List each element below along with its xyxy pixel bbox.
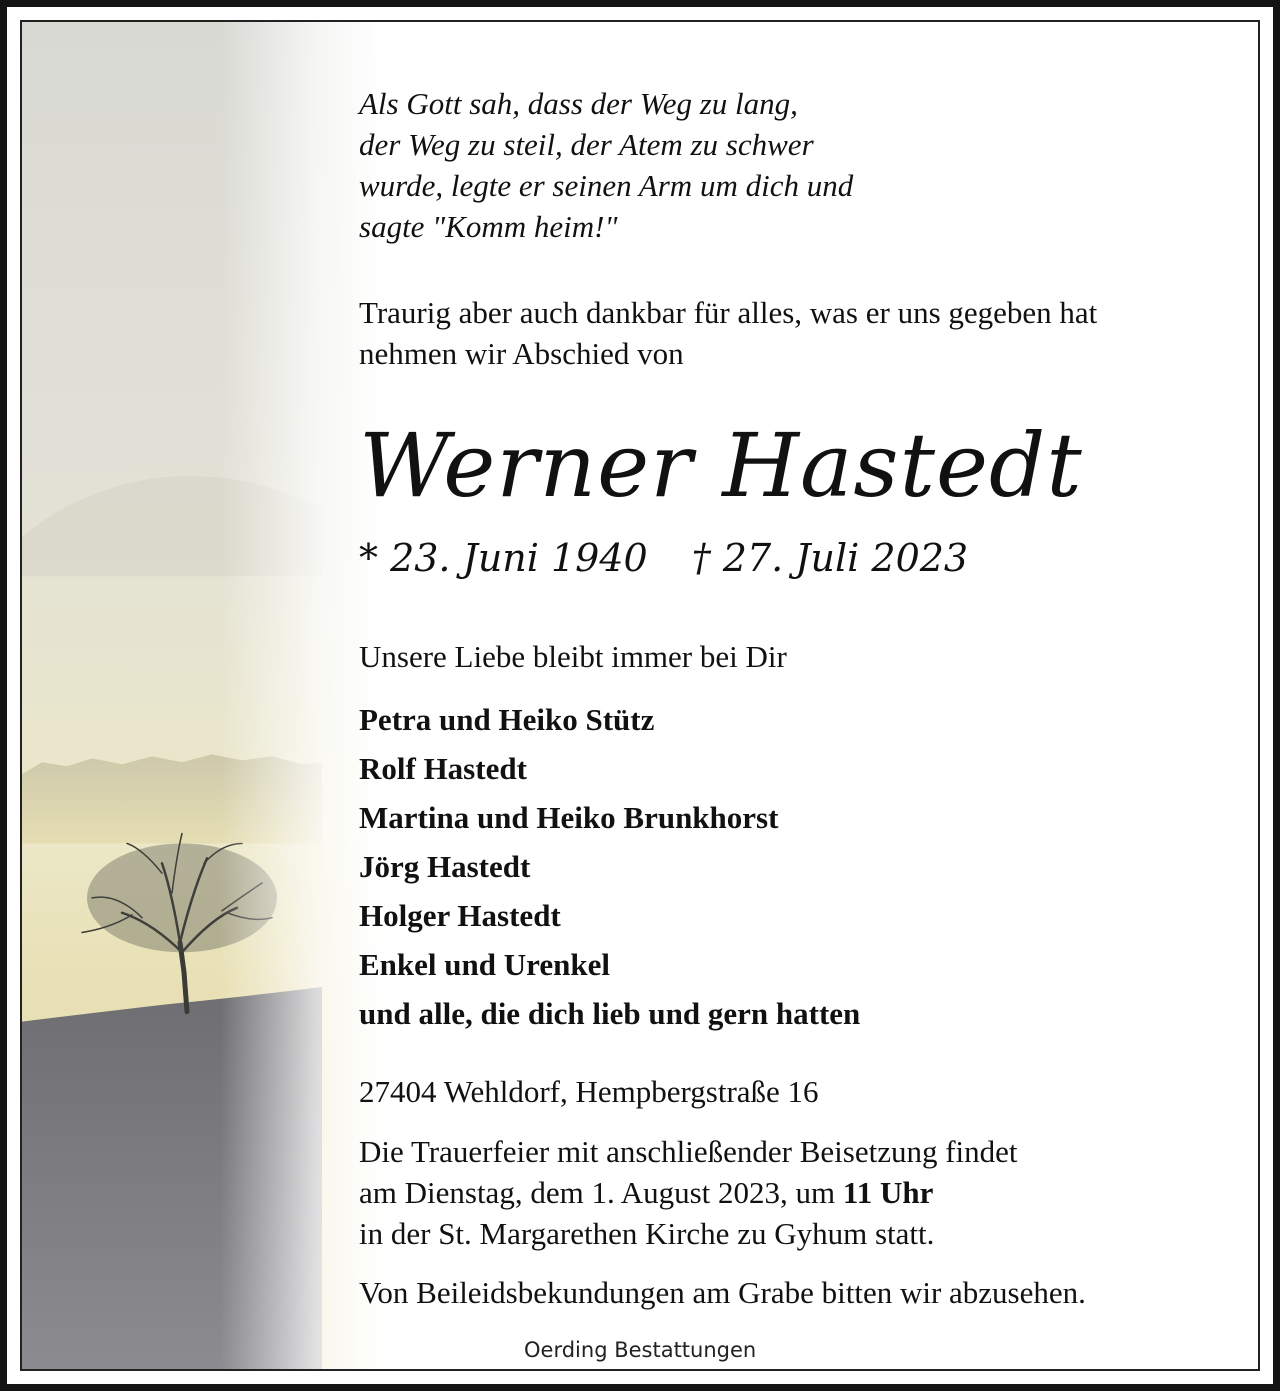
birth-date: * 23. Juni 1940 xyxy=(359,536,648,580)
landscape-tree-image xyxy=(22,22,382,1369)
poem-line: sagte "Komm heim!" xyxy=(359,209,618,244)
condolence-notice: Von Beileidsbekundungen am Grabe bitten wir abzusehen. xyxy=(359,1275,1086,1310)
intro-text xyxy=(359,292,1097,374)
mourner: Jörg Hastedt xyxy=(359,849,531,884)
poem-line: der Weg zu steil, der Atem zu schwer xyxy=(359,127,814,162)
death-date: † 27. Juli 2023 xyxy=(691,536,969,580)
service-line: Die Trauerfeier mit anschließender Beisetzung findet xyxy=(359,1134,1018,1169)
service-line xyxy=(359,1172,1018,1213)
obituary-card xyxy=(20,20,1260,1371)
mourner: Rolf Hastedt xyxy=(359,751,527,786)
service-date: am Dienstag, dem 1. August 2023, um xyxy=(359,1175,843,1210)
love-line: Unsere Liebe bleibt immer bei Dir xyxy=(359,639,787,674)
mourner: Enkel und Urenkel xyxy=(359,947,610,982)
poem-line: Als Gott sah, dass der Weg zu lang, xyxy=(359,86,798,121)
mourners-list xyxy=(359,695,860,1038)
intro-line: nehmen wir Abschied von xyxy=(359,336,684,371)
funeral-service-info xyxy=(359,1131,1018,1254)
mourner: Holger Hastedt xyxy=(359,898,561,933)
intro-line: Traurig aber auch dankbar für alles, was er uns gegeben hat xyxy=(359,295,1098,330)
poem-line: wurde, legte er seinen Arm um dich und xyxy=(359,168,854,203)
service-line: in der St. Margarethen Kirche zu Gyhum statt. xyxy=(359,1216,935,1251)
deceased-name: Werner Hastedt xyxy=(359,414,1083,517)
poem xyxy=(359,83,853,247)
mourner: Martina und Heiko Brunkhorst xyxy=(359,800,779,835)
mourner: und alle, die dich lieb und gern hatten xyxy=(359,996,861,1031)
service-time: 11 Uhr xyxy=(842,1175,934,1210)
mourner: Petra und Heiko Stütz xyxy=(359,702,655,737)
address: 27404 Wehldorf, Hempbergstraße 16 xyxy=(359,1074,819,1109)
undertaker-name: Oerding Bestattungen xyxy=(524,1338,757,1362)
life-dates xyxy=(359,536,968,580)
